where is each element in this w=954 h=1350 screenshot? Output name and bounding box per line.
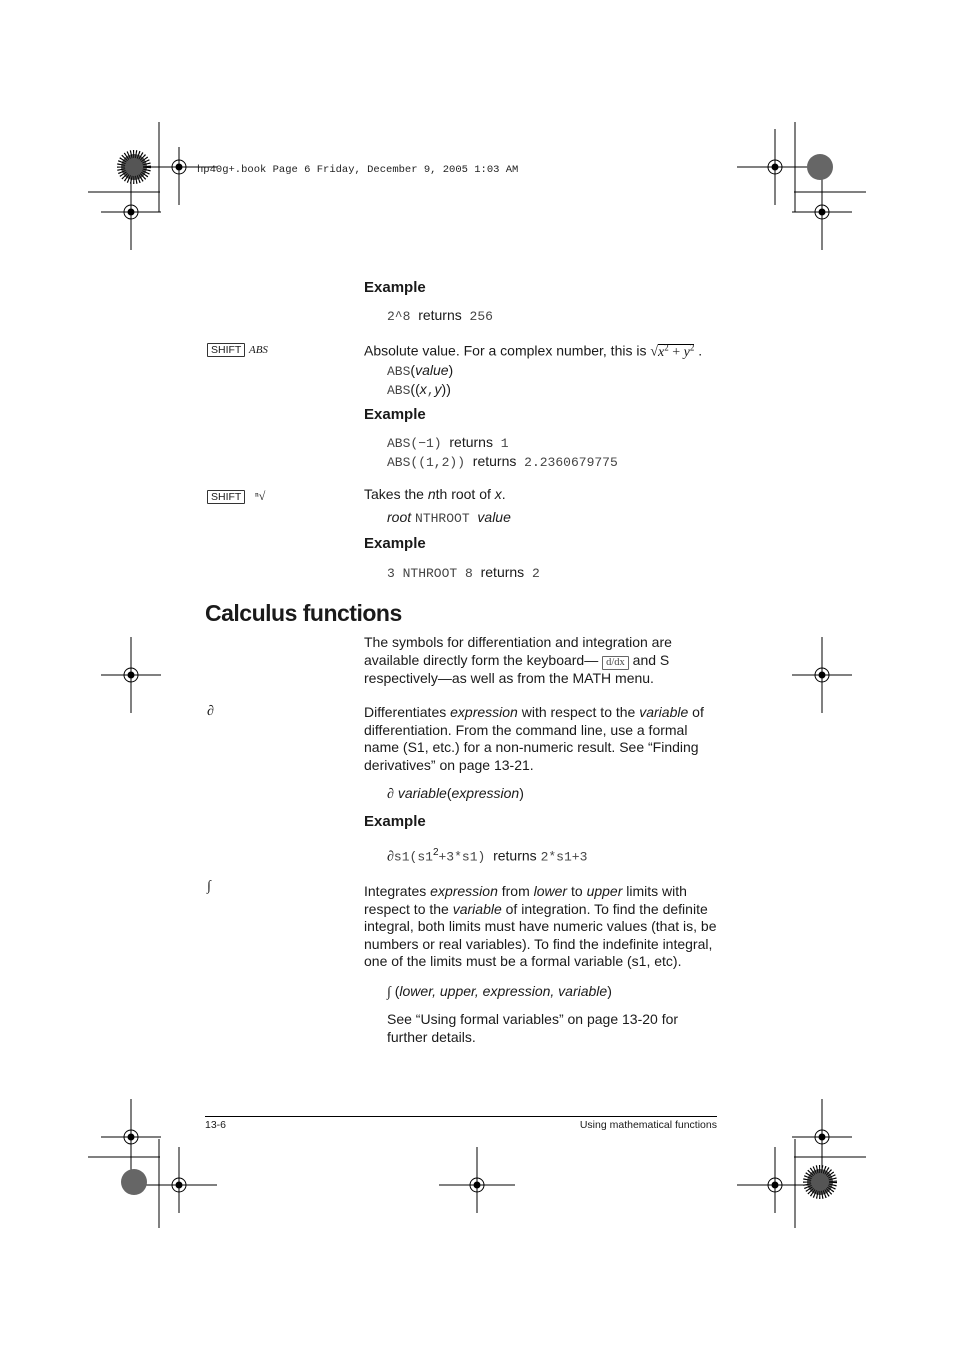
example-heading: Example	[364, 279, 426, 296]
calculus-intro: The symbols for differentiation and integration are available directly form the keyboard— d/dx and S respectively—as well as from the MATH menu.	[364, 634, 672, 686]
abs-example-1: ABS(−1) returns 1	[387, 434, 509, 451]
integ-syntax: ∫ (lower, upper, expression, variable)	[387, 983, 612, 1000]
print-header: hp40g+.book Page 6 Friday, December 9, 2005 1:03 AM	[197, 164, 519, 176]
nthroot-key-label: SHIFT ⁿ√	[207, 488, 265, 504]
shift-key: SHIFT	[207, 343, 245, 357]
shift-key: SHIFT	[207, 490, 245, 504]
integ-see-also: See “Using formal variables” on page 13-20 for further details.	[387, 1011, 679, 1045]
partial-symbol: ∂	[207, 704, 214, 719]
nthroot-example-heading: Example	[364, 535, 426, 552]
nthroot-syntax: root NTHROOT value	[387, 509, 511, 526]
abs-description: Absolute value. For a complex number, this is $√x^2 + y^2$ .	[364, 342, 703, 360]
integral-symbol: ∫	[207, 879, 211, 894]
footer-rule	[205, 1116, 717, 1117]
nthroot-example: 3 NTHROOT 8 returns 2	[387, 564, 540, 581]
abs-syntax-2: ABS((x,y))	[387, 381, 451, 398]
diff-syntax: ∂ variable(expression)	[387, 785, 524, 802]
ddx-key: d/dx	[602, 656, 629, 670]
abs-example-2: ABS((1,2)) returns 2.2360679775	[387, 453, 618, 470]
chapter-title: Using mathematical functions	[579, 1119, 717, 1131]
diff-example-heading: Example	[364, 813, 426, 830]
example-line: 2^8 returns 256	[387, 307, 493, 324]
integ-description: Integrates expression from lower to upper limits with respect to the variable of integration. To find the definite integral, both limits must have numeric values (that is, be numbers or real variables). To find the indefinite integral, one of the limits must be a formal variable (s1, etc).	[364, 883, 717, 969]
abs-example-heading: Example	[364, 406, 426, 423]
page-number: 13-6	[205, 1119, 227, 1131]
abs-syntax-1: ABS(value)	[387, 362, 454, 379]
diff-example: $\partial s1(s1^2+3*s1)$ returns 2*s1+3	[387, 847, 588, 865]
nthroot-description: Takes the nth root of x.	[364, 486, 506, 502]
abs-key-label: SHIFT ABS	[207, 341, 268, 357]
diff-description: Differentiates expression with respect to the variable of differentiation. From the command line, use a formal name (S1, etc.) for a non-numeric result. See “Finding derivatives” on page 13-21.	[364, 704, 704, 773]
section-title: Calculus functions	[205, 600, 402, 626]
